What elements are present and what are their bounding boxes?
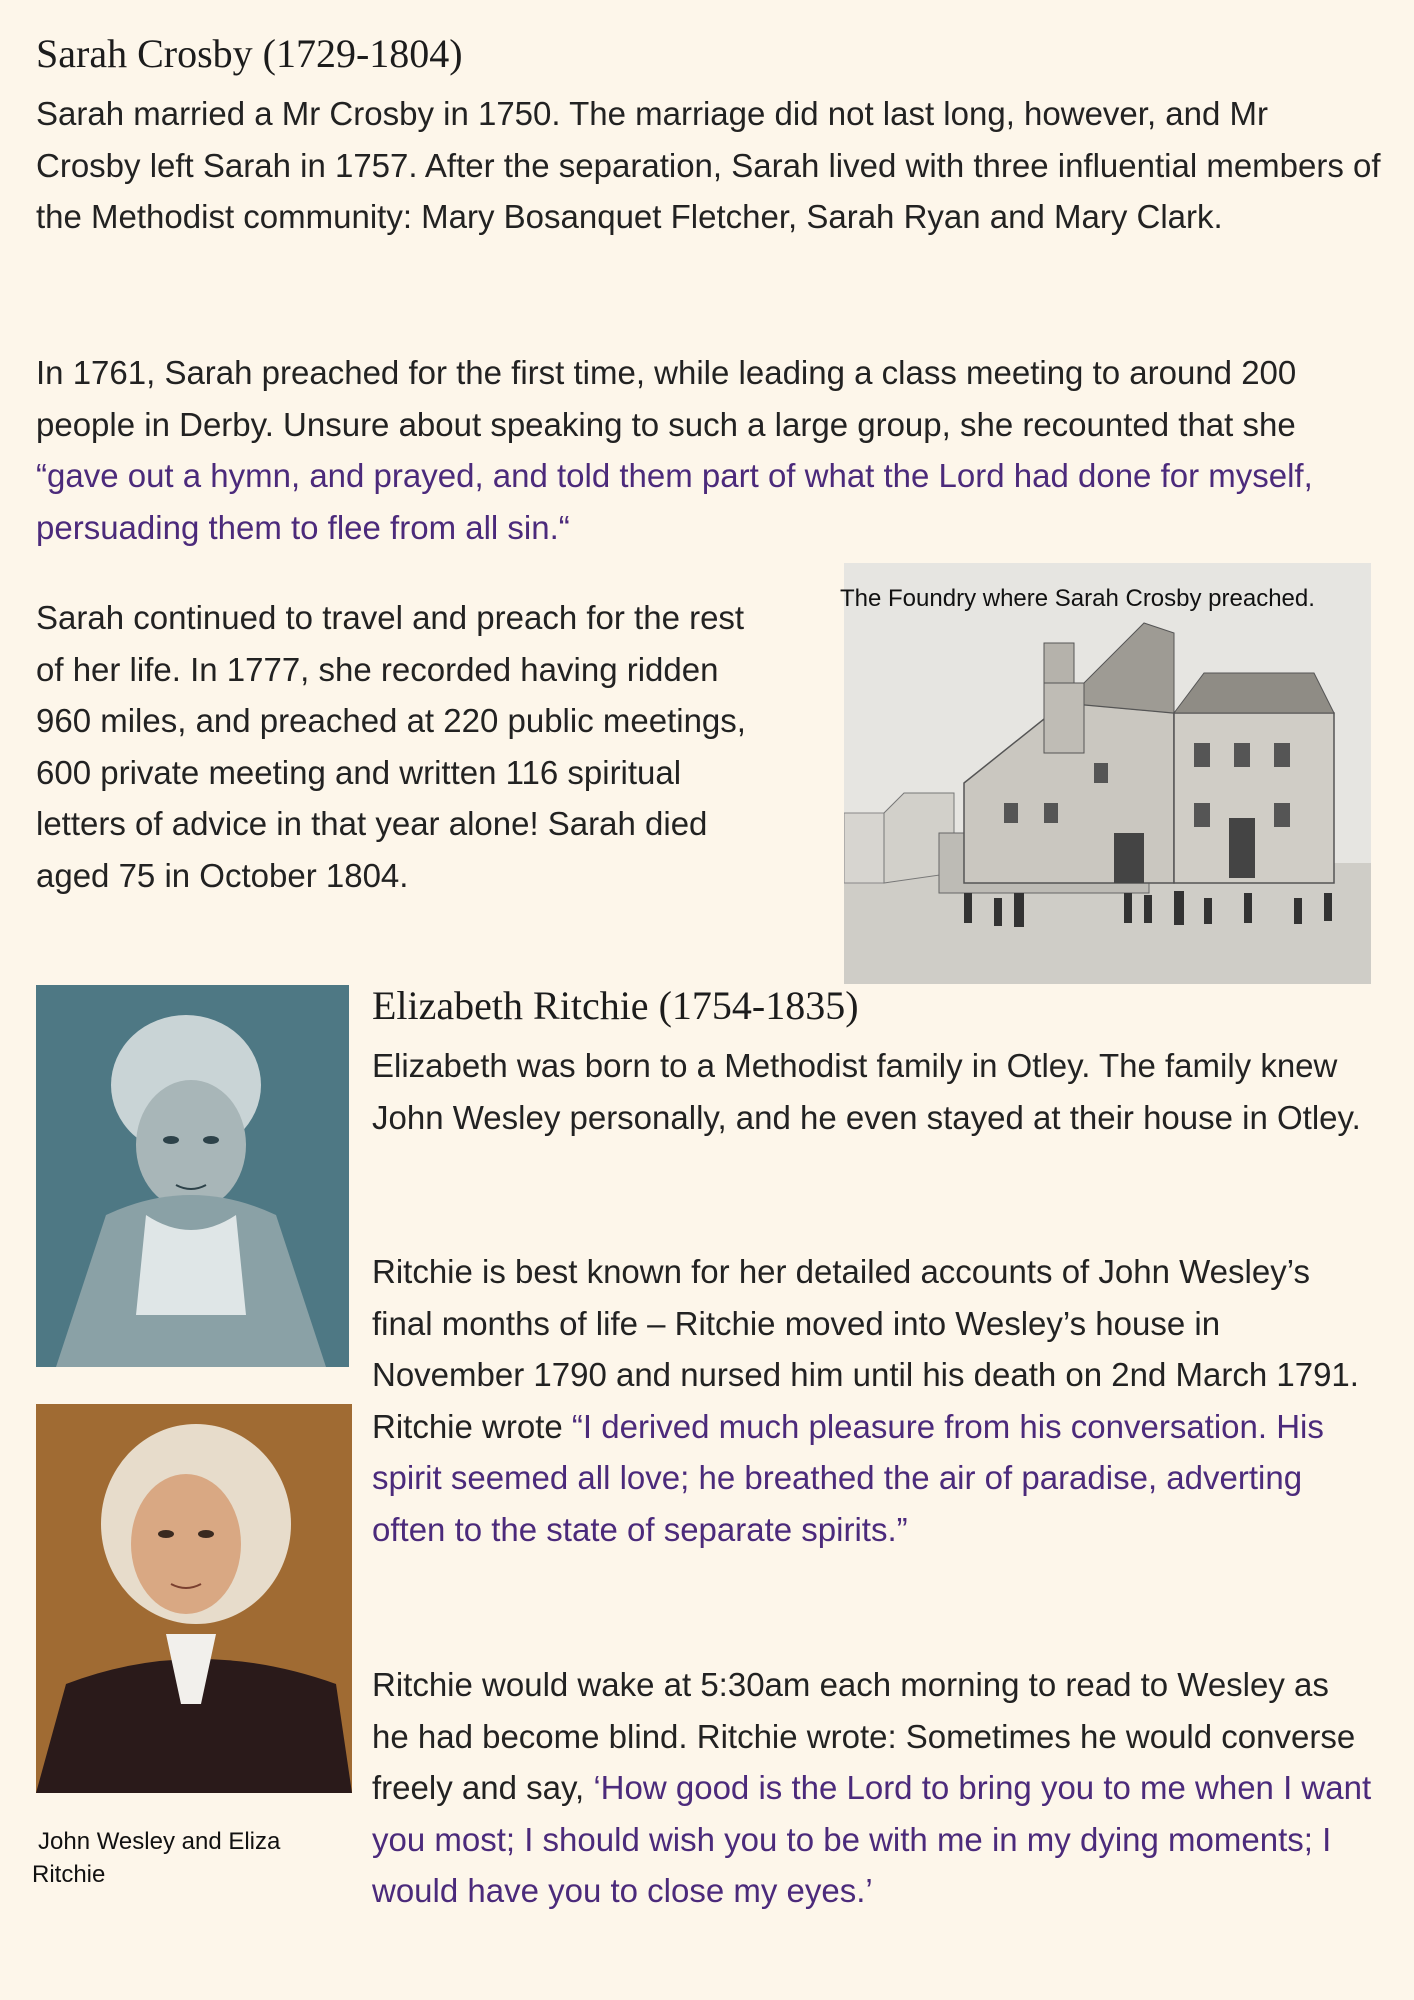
foundry-caption: The Foundry where Sarah Crosby preached.	[840, 585, 1315, 612]
ritchie-paragraph-3	[372, 1659, 1372, 1917]
crosby-paragraph-2-text: In 1761, Sarah preached for the first time, while leading a class meeting to around 200 people in Derby. Unsure about speaking to such a large group, she recounted that she	[36, 354, 1297, 443]
crosby-quote: “gave out a hymn, and prayed, and told them part of what the Lord had done for myself, persuading them to flee from all sin.“	[36, 457, 1313, 546]
ritchie-quote-2: ‘How good is the Lord to bring you to me when I want you most; I should wish you to be with me in my dying moments; I would have you to close my eyes.’	[372, 1769, 1372, 1909]
portrait-caption: John Wesley and Eliza Ritchie	[32, 1828, 281, 1888]
ritchie-paragraph-3-text: Ritchie would wake at 5:30am each morning to read to Wesley as he had become blind. Ritchie wrote: Sometimes he would converse freely and say,	[372, 1666, 1356, 1806]
crosby-paragraph-1: Sarah married a Mr Crosby in 1750. The marriage did not last long, however, and Mr Crosby left Sarah in 1757. After the separation, Sarah lived with three influential members of the Methodist community: Mary Bosanquet Fletcher, Sarah Ryan and Mary Clark.	[36, 95, 1381, 235]
ritchie-paragraph-1: Elizabeth was born to a Methodist family in Otley. The family knew John Wesley personally, and he even stayed at their house in Otley.	[372, 1047, 1361, 1136]
ritchie-portrait-image	[36, 985, 349, 1367]
wesley-portrait-image	[36, 1404, 352, 1793]
crosby-heading: Sarah Crosby (1729-1804)	[36, 31, 463, 76]
ritchie-paragraph-2-text: Ritchie is best known for her detailed accounts of John Wesley’s final months of life – Ritchie moved into Wesley’s house in November 1790 and nursed him until his death on 2nd March 1791. Ritchie wrote	[372, 1253, 1359, 1445]
ritchie-paragraph-2	[372, 1246, 1372, 1555]
crosby-paragraph-2	[36, 347, 1381, 553]
ritchie-quote-1: “I derived much pleasure from his conversation. His spirit seemed all love; he breathed the air of paradise, adverting often to the state of separate spirits.”	[372, 1407, 1324, 1548]
crosby-paragraph-3: Sarah continued to travel and preach for the rest of her life. In 1777, she recorded having ridden 960 miles, and preached at 220 public meetings, 600 private meeting and written 116 spiritual letters of advice in that year alone! Sarah died aged 75 in October 1804.	[36, 599, 746, 894]
ritchie-heading: Elizabeth Ritchie (1754-1835)	[372, 983, 859, 1028]
foundry-image	[844, 563, 1371, 984]
